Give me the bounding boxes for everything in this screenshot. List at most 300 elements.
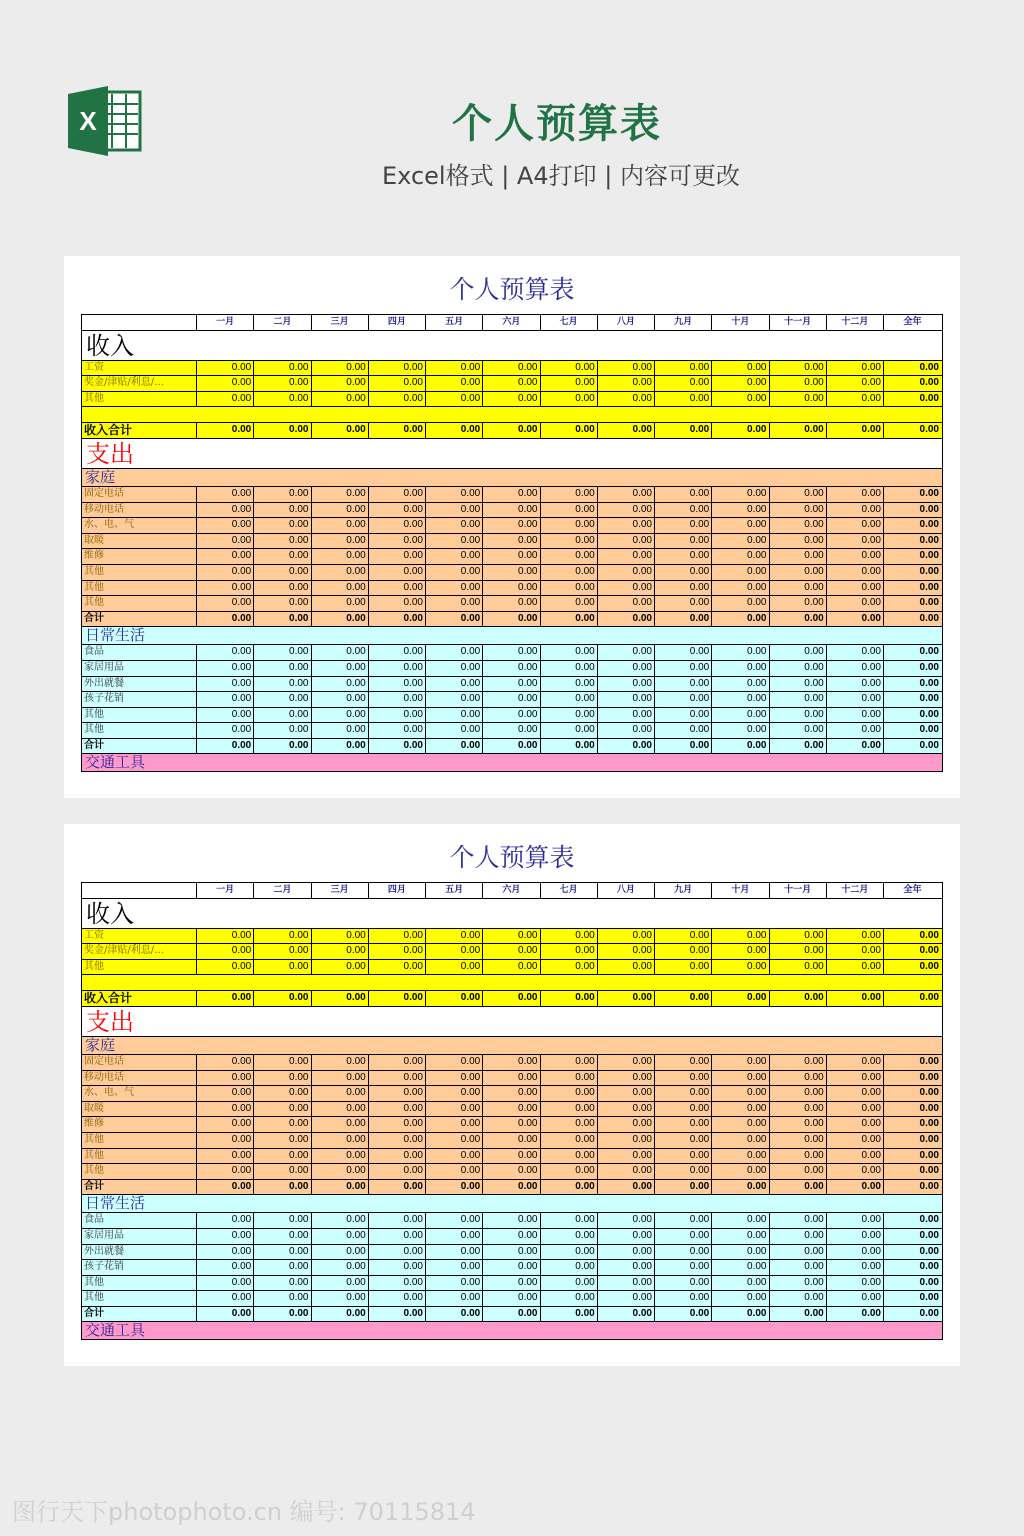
value-cell[interactable]: 0.00: [919, 1214, 939, 1226]
value-cell[interactable]: 0.00: [770, 1149, 827, 1164]
value-cell[interactable]: 0.00: [197, 1149, 254, 1164]
value-cell[interactable]: 0.00: [483, 361, 540, 376]
value-cell[interactable]: 0.00: [426, 518, 483, 533]
value-cell[interactable]: 0.00: [254, 581, 311, 596]
value-cell[interactable]: 0.00: [426, 1180, 483, 1195]
value-cell[interactable]: 0.00: [369, 692, 426, 707]
value-cell[interactable]: 0.00: [598, 1164, 655, 1179]
value-cell[interactable]: 0.00: [541, 1133, 598, 1148]
value-cell[interactable]: 0.00: [426, 581, 483, 596]
value-cell[interactable]: 0.00: [655, 1276, 712, 1291]
value-cell[interactable]: 0.00: [312, 1102, 369, 1117]
value-cell[interactable]: 0.00: [197, 487, 254, 502]
value-cell[interactable]: 0.00: [919, 377, 939, 389]
value-cell[interactable]: 0.00: [312, 1149, 369, 1164]
value-cell[interactable]: 0.00: [919, 693, 939, 705]
value-cell[interactable]: 0.00: [197, 1291, 254, 1306]
value-cell[interactable]: 0.00: [312, 1086, 369, 1101]
value-cell[interactable]: 0.00: [483, 739, 540, 754]
value-cell[interactable]: 0.00: [598, 991, 655, 1006]
value-cell[interactable]: 0.00: [541, 1055, 598, 1070]
value-cell[interactable]: 0.00: [598, 361, 655, 376]
value-cell[interactable]: 0.00: [312, 1245, 369, 1260]
value-cell[interactable]: 0.00: [426, 503, 483, 518]
value-cell[interactable]: 0.00: [770, 1164, 827, 1179]
value-cell[interactable]: 0.00: [426, 534, 483, 549]
value-cell[interactable]: 0.00: [483, 1149, 540, 1164]
value-cell[interactable]: 0.00: [312, 1276, 369, 1291]
value-cell[interactable]: 0.00: [541, 1117, 598, 1132]
value-cell[interactable]: 0.00: [712, 392, 769, 407]
value-cell[interactable]: 0.00: [598, 1071, 655, 1086]
value-cell[interactable]: 0.00: [770, 503, 827, 518]
value-cell[interactable]: 0.00: [312, 661, 369, 676]
value-cell[interactable]: 0.00: [369, 534, 426, 549]
value-cell[interactable]: 0.00: [483, 581, 540, 596]
value-cell[interactable]: 0.00: [827, 1086, 884, 1101]
value-cell[interactable]: 0.00: [541, 1291, 598, 1306]
value-cell[interactable]: 0.00: [254, 929, 311, 944]
value-cell[interactable]: 0.00: [541, 692, 598, 707]
value-cell[interactable]: 0.00: [598, 1276, 655, 1291]
value-cell[interactable]: 0.00: [712, 739, 769, 754]
value-cell[interactable]: 0.00: [598, 944, 655, 959]
value-cell[interactable]: 0.00: [598, 1291, 655, 1306]
value-cell[interactable]: 0.00: [770, 1133, 827, 1148]
value-cell[interactable]: 0.00: [197, 991, 254, 1006]
value-cell[interactable]: 0.00: [919, 1055, 939, 1067]
value-cell[interactable]: 0.00: [369, 1055, 426, 1070]
value-cell[interactable]: 0.00: [254, 1133, 311, 1148]
value-cell[interactable]: 0.00: [483, 487, 540, 502]
value-cell[interactable]: 0.00: [197, 549, 254, 564]
value-cell[interactable]: 0.00: [483, 612, 540, 627]
value-cell[interactable]: 0.00: [197, 612, 254, 627]
value-cell[interactable]: 0.00: [919, 945, 939, 957]
value-cell[interactable]: 0.00: [426, 361, 483, 376]
value-cell[interactable]: 0.00: [712, 1245, 769, 1260]
value-cell[interactable]: 0.00: [827, 1133, 884, 1148]
value-cell[interactable]: 0.00: [655, 960, 712, 975]
value-cell[interactable]: 0.00: [655, 1149, 712, 1164]
value-cell[interactable]: 0.00: [827, 487, 884, 502]
value-cell[interactable]: 0.00: [541, 960, 598, 975]
value-cell[interactable]: 0.00: [919, 929, 939, 941]
value-cell[interactable]: 0.00: [655, 929, 712, 944]
value-cell[interactable]: 0.00: [827, 612, 884, 627]
value-cell[interactable]: 0.00: [598, 565, 655, 580]
value-cell[interactable]: 0.00: [426, 944, 483, 959]
value-cell[interactable]: 0.00: [426, 1245, 483, 1260]
value-cell[interactable]: 0.00: [919, 361, 939, 373]
value-cell[interactable]: 0.00: [919, 1245, 939, 1257]
value-cell[interactable]: 0.00: [541, 1180, 598, 1195]
value-cell[interactable]: 0.00: [483, 708, 540, 723]
value-cell[interactable]: 0.00: [655, 1086, 712, 1101]
value-cell[interactable]: 0.00: [369, 518, 426, 533]
value-cell[interactable]: 0.00: [827, 1164, 884, 1179]
value-cell[interactable]: 0.00: [919, 534, 939, 546]
value-cell[interactable]: 0.00: [254, 518, 311, 533]
value-cell[interactable]: 0.00: [712, 534, 769, 549]
value-cell[interactable]: 0.00: [312, 991, 369, 1006]
value-cell[interactable]: 0.00: [712, 708, 769, 723]
value-cell[interactable]: 0.00: [770, 565, 827, 580]
value-cell[interactable]: 0.00: [919, 1118, 939, 1130]
value-cell[interactable]: 0.00: [483, 1229, 540, 1244]
value-cell[interactable]: 0.00: [598, 1086, 655, 1101]
value-cell[interactable]: 0.00: [919, 1165, 939, 1177]
value-cell[interactable]: 0.00: [655, 1245, 712, 1260]
value-cell[interactable]: 0.00: [483, 1071, 540, 1086]
value-cell[interactable]: 0.00: [770, 1180, 827, 1195]
value-cell[interactable]: 0.00: [770, 1117, 827, 1132]
value-cell[interactable]: 0.00: [598, 612, 655, 627]
value-cell[interactable]: 0.00: [919, 1292, 939, 1304]
value-cell[interactable]: 0.00: [369, 708, 426, 723]
value-cell[interactable]: 0.00: [598, 376, 655, 391]
value-cell[interactable]: 0.00: [541, 565, 598, 580]
value-cell[interactable]: 0.00: [312, 1133, 369, 1148]
value-cell[interactable]: 0.00: [712, 361, 769, 376]
value-cell[interactable]: 0.00: [598, 487, 655, 502]
value-cell[interactable]: 0.00: [254, 1149, 311, 1164]
value-cell[interactable]: 0.00: [369, 1164, 426, 1179]
value-cell[interactable]: 0.00: [919, 1261, 939, 1273]
value-cell[interactable]: 0.00: [770, 596, 827, 611]
value-cell[interactable]: 0.00: [426, 677, 483, 692]
value-cell[interactable]: 0.00: [369, 1102, 426, 1117]
value-cell[interactable]: 0.00: [770, 1102, 827, 1117]
value-cell[interactable]: 0.00: [598, 549, 655, 564]
value-cell[interactable]: 0.00: [312, 1291, 369, 1306]
value-cell[interactable]: 0.00: [598, 708, 655, 723]
value-cell[interactable]: 0.00: [770, 645, 827, 660]
value-cell[interactable]: 0.00: [312, 960, 369, 975]
value-cell[interactable]: 0.00: [254, 1102, 311, 1117]
value-cell[interactable]: 0.00: [254, 1086, 311, 1101]
value-cell[interactable]: 0.00: [770, 692, 827, 707]
value-cell[interactable]: 0.00: [827, 1213, 884, 1228]
value-cell[interactable]: 0.00: [254, 1164, 311, 1179]
value-cell[interactable]: 0.00: [919, 581, 939, 593]
value-cell[interactable]: 0.00: [312, 944, 369, 959]
value-cell[interactable]: 0.00: [369, 1245, 426, 1260]
value-cell[interactable]: 0.00: [312, 1055, 369, 1070]
value-cell[interactable]: 0.00: [655, 723, 712, 738]
value-cell[interactable]: 0.00: [197, 1307, 254, 1322]
value-cell[interactable]: 0.00: [426, 723, 483, 738]
value-cell[interactable]: 0.00: [827, 503, 884, 518]
value-cell[interactable]: 0.00: [598, 1229, 655, 1244]
value-cell[interactable]: 0.00: [598, 661, 655, 676]
value-cell[interactable]: 0.00: [919, 424, 939, 436]
value-cell[interactable]: 0.00: [426, 991, 483, 1006]
value-cell[interactable]: 0.00: [598, 392, 655, 407]
value-cell[interactable]: 0.00: [197, 708, 254, 723]
value-cell[interactable]: 0.00: [827, 392, 884, 407]
value-cell[interactable]: 0.00: [712, 929, 769, 944]
value-cell[interactable]: 0.00: [541, 549, 598, 564]
value-cell[interactable]: 0.00: [770, 487, 827, 502]
value-cell[interactable]: 0.00: [254, 1291, 311, 1306]
value-cell[interactable]: 0.00: [827, 423, 884, 438]
value-cell[interactable]: 0.00: [369, 565, 426, 580]
value-cell[interactable]: 0.00: [483, 549, 540, 564]
value-cell[interactable]: 0.00: [197, 534, 254, 549]
value-cell[interactable]: 0.00: [827, 645, 884, 660]
value-cell[interactable]: 0.00: [541, 376, 598, 391]
value-cell[interactable]: 0.00: [483, 1133, 540, 1148]
value-cell[interactable]: 0.00: [770, 1055, 827, 1070]
value-cell[interactable]: 0.00: [827, 1245, 884, 1260]
value-cell[interactable]: 0.00: [655, 392, 712, 407]
value-cell[interactable]: 0.00: [655, 534, 712, 549]
value-cell[interactable]: 0.00: [919, 519, 939, 531]
value-cell[interactable]: 0.00: [197, 1229, 254, 1244]
value-cell[interactable]: 0.00: [655, 1307, 712, 1322]
value-cell[interactable]: 0.00: [712, 1229, 769, 1244]
value-cell[interactable]: 0.00: [770, 518, 827, 533]
value-cell[interactable]: 0.00: [312, 1071, 369, 1086]
value-cell[interactable]: 0.00: [369, 1133, 426, 1148]
value-cell[interactable]: 0.00: [598, 645, 655, 660]
value-cell[interactable]: 0.00: [598, 1055, 655, 1070]
value-cell[interactable]: 0.00: [483, 692, 540, 707]
value-cell[interactable]: 0.00: [369, 661, 426, 676]
value-cell[interactable]: 0.00: [369, 581, 426, 596]
value-cell[interactable]: 0.00: [426, 612, 483, 627]
value-cell[interactable]: 0.00: [254, 376, 311, 391]
value-cell[interactable]: 0.00: [598, 677, 655, 692]
value-cell[interactable]: 0.00: [827, 549, 884, 564]
value-cell[interactable]: 0.00: [712, 944, 769, 959]
value-cell[interactable]: 0.00: [426, 1276, 483, 1291]
value-cell[interactable]: 0.00: [827, 581, 884, 596]
value-cell[interactable]: 0.00: [541, 1086, 598, 1101]
value-cell[interactable]: 0.00: [483, 534, 540, 549]
value-cell[interactable]: 0.00: [541, 944, 598, 959]
value-cell[interactable]: 0.00: [712, 596, 769, 611]
value-cell[interactable]: 0.00: [712, 1102, 769, 1117]
value-cell[interactable]: 0.00: [254, 1117, 311, 1132]
value-cell[interactable]: 0.00: [312, 1117, 369, 1132]
value-cell[interactable]: 0.00: [312, 534, 369, 549]
value-cell[interactable]: 0.00: [426, 929, 483, 944]
value-cell[interactable]: 0.00: [598, 723, 655, 738]
value-cell[interactable]: 0.00: [197, 1245, 254, 1260]
value-cell[interactable]: 0.00: [483, 376, 540, 391]
value-cell[interactable]: 0.00: [598, 1245, 655, 1260]
value-cell[interactable]: 0.00: [426, 739, 483, 754]
value-cell[interactable]: 0.00: [827, 596, 884, 611]
value-cell[interactable]: 0.00: [655, 944, 712, 959]
value-cell[interactable]: 0.00: [770, 708, 827, 723]
value-cell[interactable]: 0.00: [655, 1213, 712, 1228]
value-cell[interactable]: 0.00: [655, 1260, 712, 1275]
value-cell[interactable]: 0.00: [598, 739, 655, 754]
value-cell[interactable]: 0.00: [712, 1276, 769, 1291]
value-cell[interactable]: 0.00: [598, 581, 655, 596]
value-cell[interactable]: 0.00: [197, 692, 254, 707]
value-cell[interactable]: 0.00: [369, 1229, 426, 1244]
value-cell[interactable]: 0.00: [312, 361, 369, 376]
value-cell[interactable]: 0.00: [712, 991, 769, 1006]
value-cell[interactable]: 0.00: [483, 596, 540, 611]
value-cell[interactable]: 0.00: [598, 1213, 655, 1228]
value-cell[interactable]: 0.00: [712, 1149, 769, 1164]
value-cell[interactable]: 0.00: [827, 739, 884, 754]
value-cell[interactable]: 0.00: [426, 692, 483, 707]
value-cell[interactable]: 0.00: [827, 1055, 884, 1070]
value-cell[interactable]: 0.00: [919, 597, 939, 609]
value-cell[interactable]: 0.00: [827, 960, 884, 975]
value-cell[interactable]: 0.00: [827, 1307, 884, 1322]
value-cell[interactable]: 0.00: [655, 518, 712, 533]
value-cell[interactable]: 0.00: [254, 1260, 311, 1275]
value-cell[interactable]: 0.00: [655, 503, 712, 518]
value-cell[interactable]: 0.00: [712, 1307, 769, 1322]
value-cell[interactable]: 0.00: [598, 929, 655, 944]
value-cell[interactable]: 0.00: [770, 1260, 827, 1275]
value-cell[interactable]: 0.00: [483, 1086, 540, 1101]
value-cell[interactable]: 0.00: [541, 723, 598, 738]
value-cell[interactable]: 0.00: [254, 596, 311, 611]
value-cell[interactable]: 0.00: [541, 708, 598, 723]
value-cell[interactable]: 0.00: [919, 739, 939, 751]
value-cell[interactable]: 0.00: [827, 1071, 884, 1086]
value-cell[interactable]: 0.00: [827, 376, 884, 391]
value-cell[interactable]: 0.00: [712, 376, 769, 391]
value-cell[interactable]: 0.00: [541, 612, 598, 627]
value-cell[interactable]: 0.00: [254, 739, 311, 754]
value-cell[interactable]: 0.00: [655, 708, 712, 723]
value-cell[interactable]: 0.00: [197, 944, 254, 959]
value-cell[interactable]: 0.00: [312, 739, 369, 754]
value-cell[interactable]: 0.00: [254, 708, 311, 723]
value-cell[interactable]: 0.00: [655, 1055, 712, 1070]
value-cell[interactable]: 0.00: [254, 645, 311, 660]
value-cell[interactable]: 0.00: [369, 723, 426, 738]
value-cell[interactable]: 0.00: [770, 929, 827, 944]
value-cell[interactable]: 0.00: [598, 960, 655, 975]
value-cell[interactable]: 0.00: [598, 1260, 655, 1275]
value-cell[interactable]: 0.00: [254, 1055, 311, 1070]
value-cell[interactable]: 0.00: [541, 661, 598, 676]
value-cell[interactable]: 0.00: [426, 1229, 483, 1244]
value-cell[interactable]: 0.00: [312, 423, 369, 438]
value-cell[interactable]: 0.00: [426, 392, 483, 407]
value-cell[interactable]: 0.00: [254, 534, 311, 549]
value-cell[interactable]: 0.00: [426, 1291, 483, 1306]
value-cell[interactable]: 0.00: [827, 565, 884, 580]
value-cell[interactable]: 0.00: [655, 1291, 712, 1306]
value-cell[interactable]: 0.00: [426, 1133, 483, 1148]
value-cell[interactable]: 0.00: [770, 534, 827, 549]
value-cell[interactable]: 0.00: [197, 1086, 254, 1101]
value-cell[interactable]: 0.00: [712, 518, 769, 533]
value-cell[interactable]: 0.00: [919, 612, 939, 624]
value-cell[interactable]: 0.00: [712, 1180, 769, 1195]
value-cell[interactable]: 0.00: [197, 1133, 254, 1148]
value-cell[interactable]: 0.00: [369, 423, 426, 438]
value-cell[interactable]: 0.00: [197, 1213, 254, 1228]
value-cell[interactable]: 0.00: [827, 1291, 884, 1306]
value-cell[interactable]: 0.00: [197, 723, 254, 738]
value-cell[interactable]: 0.00: [827, 1117, 884, 1132]
value-cell[interactable]: 0.00: [312, 487, 369, 502]
value-cell[interactable]: 0.00: [426, 1307, 483, 1322]
value-cell[interactable]: 0.00: [919, 1087, 939, 1099]
value-cell[interactable]: 0.00: [598, 503, 655, 518]
value-cell[interactable]: 0.00: [197, 1055, 254, 1070]
value-cell[interactable]: 0.00: [197, 376, 254, 391]
value-cell[interactable]: 0.00: [312, 1307, 369, 1322]
value-cell[interactable]: 0.00: [541, 487, 598, 502]
value-cell[interactable]: 0.00: [541, 1260, 598, 1275]
value-cell[interactable]: 0.00: [483, 677, 540, 692]
value-cell[interactable]: 0.00: [254, 1229, 311, 1244]
value-cell[interactable]: 0.00: [197, 565, 254, 580]
value-cell[interactable]: 0.00: [369, 929, 426, 944]
value-cell[interactable]: 0.00: [254, 612, 311, 627]
value-cell[interactable]: 0.00: [655, 612, 712, 627]
value-cell[interactable]: 0.00: [426, 960, 483, 975]
value-cell[interactable]: 0.00: [712, 645, 769, 660]
value-cell[interactable]: 0.00: [312, 392, 369, 407]
value-cell[interactable]: 0.00: [426, 1071, 483, 1086]
value-cell[interactable]: 0.00: [312, 612, 369, 627]
value-cell[interactable]: 0.00: [770, 1213, 827, 1228]
value-cell[interactable]: 0.00: [598, 534, 655, 549]
value-cell[interactable]: 0.00: [426, 423, 483, 438]
value-cell[interactable]: 0.00: [598, 596, 655, 611]
value-cell[interactable]: 0.00: [254, 423, 311, 438]
value-cell[interactable]: 0.00: [541, 518, 598, 533]
value-cell[interactable]: 0.00: [426, 565, 483, 580]
value-cell[interactable]: 0.00: [312, 549, 369, 564]
value-cell[interactable]: 0.00: [712, 661, 769, 676]
value-cell[interactable]: 0.00: [712, 423, 769, 438]
value-cell[interactable]: 0.00: [312, 376, 369, 391]
value-cell[interactable]: 0.00: [483, 1102, 540, 1117]
value-cell[interactable]: 0.00: [312, 723, 369, 738]
value-cell[interactable]: 0.00: [655, 692, 712, 707]
value-cell[interactable]: 0.00: [254, 960, 311, 975]
value-cell[interactable]: 0.00: [598, 1102, 655, 1117]
value-cell[interactable]: 0.00: [426, 1260, 483, 1275]
value-cell[interactable]: 0.00: [919, 708, 939, 720]
value-cell[interactable]: 0.00: [919, 550, 939, 562]
value-cell[interactable]: 0.00: [919, 1307, 939, 1319]
value-cell[interactable]: 0.00: [254, 723, 311, 738]
value-cell[interactable]: 0.00: [312, 1229, 369, 1244]
value-cell[interactable]: 0.00: [197, 596, 254, 611]
value-cell[interactable]: 0.00: [369, 739, 426, 754]
value-cell[interactable]: 0.00: [369, 1307, 426, 1322]
value-cell[interactable]: 0.00: [312, 1164, 369, 1179]
value-cell[interactable]: 0.00: [827, 361, 884, 376]
value-cell[interactable]: 0.00: [655, 1133, 712, 1148]
value-cell[interactable]: 0.00: [197, 960, 254, 975]
value-cell[interactable]: 0.00: [483, 1276, 540, 1291]
value-cell[interactable]: 0.00: [369, 1291, 426, 1306]
value-cell[interactable]: 0.00: [712, 1055, 769, 1070]
value-cell[interactable]: 0.00: [369, 960, 426, 975]
value-cell[interactable]: 0.00: [426, 1102, 483, 1117]
value-cell[interactable]: 0.00: [655, 677, 712, 692]
value-cell[interactable]: 0.00: [712, 1133, 769, 1148]
